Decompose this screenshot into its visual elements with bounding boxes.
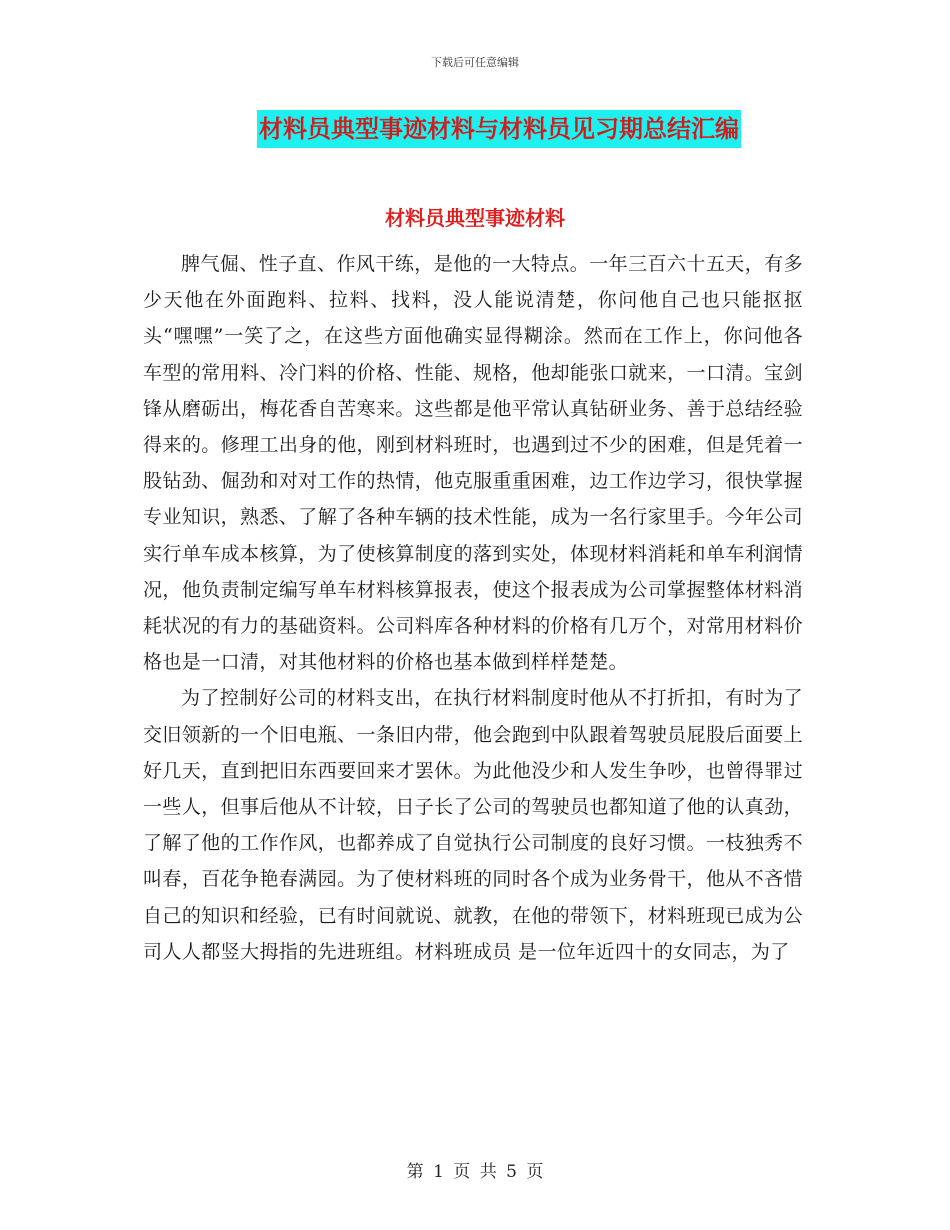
header-note: 下载后可任意编辑 (431, 56, 519, 69)
document-title: 材料员典型事迹材料与材料员见习期总结汇编 (257, 110, 741, 148)
section-title: 材料员典型事迹材料 (385, 206, 565, 230)
body-paragraph-1: 脾气倔、性子直、作风干练，是他的一大特点。一年三百六十五天，有多少天他在外面跑料、拉料、找料，没人能说清楚，你问他自己也只能抠抠头“嘿嘿”一笑了之，在这些方面他确实显得糊涂。然而在工作上，你问他各车型的常用料、冷门料的价格、性能、规格，他却能张口就来，一口清。宝剑锋从磨砺出，梅花香自苦寒来。这些都是他平常认真钻研业务、善于总结经验得来的。修理工出身的他，刚到材料班时，也遇到过不少的困难，但是凭着一股钻劲、倔劲和对对工作的热情，他克服重重困难，边工作边学习，很快掌握专业知识，熟悉、了解了各种车辆的技术性能，成为一名行家里手。今年公司实行单车成本核算，为了使核算制度的落到实处，体现材料消耗和单车利润情况，他负责制定编写单车材料核算报表，使这个报表成为公司掌握整体材料消耗状况的有力的基础资料。公司料库各种材料的价格有几万个，对常用材料价格也是一口清，对其他材料的价格也基本做到样样楚楚。 (143, 253, 803, 674)
document-title-container (0, 110, 950, 148)
page-number-footer: 第 1 页 共 5 页 (406, 1162, 544, 1182)
document-body (143, 246, 803, 970)
body-paragraph-2: 为了控制好公司的材料支出，在执行材料制度时他从不打折扣，有时为了交旧领新的一个旧电瓶、一条旧内带，他会跑到中队跟着驾驶员屁股后面要上好几天，直到把旧东西要回来才罢休。为此他没少和人发生争吵，也曾得罪过一些人，但事后他从不计较，日子长了公司的驾驶员也都知道了他的认真劲，了解了他的工作作风，也都养成了自觉执行公司制度的良好习惯。一枝独秀不叫春，百花争艳春满园。为了使材料班的同时各个成为业务骨干，他从不吝惜自己的知识和经验，已有时间就说、就教，在他的带领下，材料班现已成为公司人人都竖大拇指的先进班组。材料班成员 是一位年近四十的女同志，为了 (143, 687, 803, 963)
